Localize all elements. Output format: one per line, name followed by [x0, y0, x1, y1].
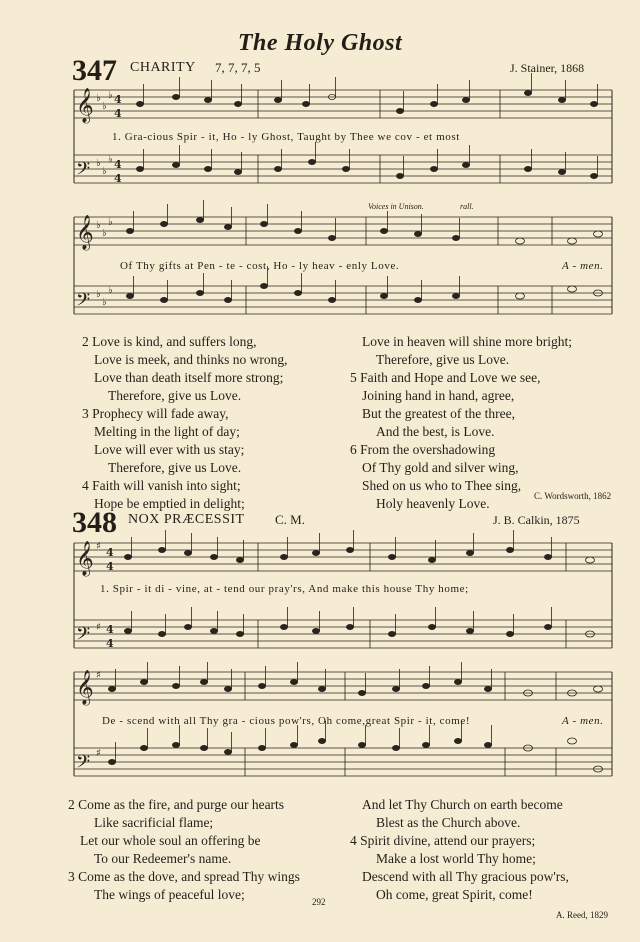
stanza-line: 4 Spirit divine, attend our prayers; — [350, 833, 536, 848]
svg-text:4: 4 — [106, 637, 114, 650]
stanza-line: Love in heaven will shine more bright; — [362, 334, 572, 349]
svg-text:𝄢: 𝄢 — [76, 290, 91, 315]
svg-text:𝄞: 𝄞 — [76, 215, 94, 250]
stanzas-left — [68, 796, 300, 904]
stanzas-right — [350, 333, 572, 513]
stanzas-left — [82, 333, 287, 513]
stanza-line: Therefore, give us Love. — [108, 388, 242, 403]
svg-text:𝄢: 𝄢 — [76, 624, 91, 649]
stanza-line: 6 From the overshadowing — [350, 442, 496, 457]
lyric-line: 1. Gra-cious Spir - it, Ho - ly Ghost, Taught by Thee we cov - et most — [112, 131, 460, 143]
svg-text:𝄞: 𝄞 — [76, 541, 94, 576]
stanza-line: To our Redeemer's name. — [94, 851, 232, 866]
stanza-line: Oh come, great Spirit, come! — [376, 887, 533, 902]
svg-text:𝄢: 𝄢 — [76, 752, 91, 777]
svg-text:♯: ♯ — [96, 622, 101, 633]
staff-348-1a — [74, 543, 612, 571]
svg-text:4: 4 — [114, 172, 122, 185]
stanza-line: Love than death itself more strong; — [94, 370, 284, 385]
hymn-number: 347 — [72, 54, 117, 87]
staff-348-2a — [74, 672, 612, 700]
svg-text:♭: ♭ — [96, 289, 101, 300]
amen: A - men. — [562, 715, 604, 727]
svg-text:4: 4 — [114, 158, 122, 171]
stanza-line: Make a lost world Thy home; — [376, 851, 536, 866]
stanza-line: Descend with all Thy gracious pow'rs, — [362, 869, 569, 884]
performance-note: Voices in Unison. — [368, 202, 424, 211]
composer: J. B. Calkin, 1875 — [493, 513, 580, 527]
stanza-line: And let Thy Church on earth become — [362, 797, 563, 812]
page-number: 292 — [312, 897, 326, 907]
lyric-line: 1. Spir - it di - vine, at - tend our pray'rs, And make this house Thy home; — [100, 583, 469, 595]
stanza-line: And the best, is Love. — [376, 424, 495, 439]
svg-text:4: 4 — [114, 93, 122, 106]
stanza-line: Love is meek, and thinks no wrong, — [94, 352, 288, 367]
meter: 7, 7, 7, 5 — [215, 60, 261, 75]
svg-text:♭: ♭ — [102, 101, 107, 112]
svg-text:♭: ♭ — [102, 228, 107, 239]
stanza-line: 3 Come as the dove, and spread Thy wings — [68, 869, 300, 884]
stanza-line: 3 Prophecy will fade away, — [82, 406, 229, 421]
stanza-line: Let our whole soul an offering be — [80, 833, 261, 848]
svg-text:♭: ♭ — [108, 90, 113, 101]
svg-text:♯: ♯ — [96, 748, 101, 759]
svg-text:♭: ♭ — [108, 285, 113, 296]
stanza-line: 2 Love is kind, and suffers long, — [82, 334, 257, 349]
svg-text:♭: ♭ — [96, 93, 101, 104]
tune-name: NOX PRÆCESSIT — [128, 512, 245, 527]
stanza-line: But the greatest of the three, — [362, 406, 515, 421]
hymn-number: 348 — [72, 506, 117, 539]
bass-clef-icon: 𝄢 — [76, 159, 91, 184]
author-credit: C. Wordsworth, 1862 — [534, 491, 612, 501]
stanzas-right — [350, 796, 569, 904]
stanza-line: 5 Faith and Hope and Love we see, — [350, 370, 541, 385]
svg-text:♭: ♭ — [96, 220, 101, 231]
svg-text:4: 4 — [106, 546, 114, 559]
stanza-line: Blest as the Church above. — [376, 815, 521, 830]
treble-clef-icon: 𝄞 — [76, 88, 94, 123]
stanza-line: Of Thy gold and silver wing, — [362, 460, 519, 475]
composer: J. Stainer, 1868 — [510, 61, 585, 75]
svg-text:4: 4 — [106, 560, 114, 573]
tempo-note: rall. — [460, 202, 474, 211]
svg-text:♭: ♭ — [102, 166, 107, 177]
stanza-line: 2 Come as the fire, and purge our hearts — [68, 797, 285, 812]
stanza-line: Joining hand in hand, agree, — [362, 388, 515, 403]
stanza-line: Melting in the light of day; — [94, 424, 240, 439]
svg-text:♭: ♭ — [102, 297, 107, 308]
svg-text:♯: ♯ — [96, 541, 101, 552]
stanza-line: 4 Faith will vanish into sight; — [82, 478, 241, 493]
meter: C. M. — [275, 512, 305, 527]
stanza-line: Shed on us who to Thee sing, — [362, 478, 522, 493]
lyric-line: De - scend with all Thy gra - cious pow'rs, Oh come,great Spir - it, come! — [102, 715, 471, 727]
amen: A - men. — [562, 260, 604, 272]
author-credit: A. Reed, 1829 — [556, 910, 608, 920]
svg-text:♯: ♯ — [96, 670, 101, 681]
stanza-line: Hope be emptied in delight; — [94, 496, 245, 511]
svg-text:♭: ♭ — [108, 217, 113, 228]
tune-name: CHARITY — [130, 60, 196, 75]
stanza-line: Like sacrificial flame; — [94, 815, 214, 830]
stanza-line: Love will ever with us stay; — [94, 442, 245, 457]
svg-text:♭: ♭ — [96, 158, 101, 169]
svg-text:♭: ♭ — [108, 154, 113, 165]
lyric-line: Of Thy gifts at Pen - te - cost, Ho - ly heav - enly Love. — [120, 260, 400, 272]
stanza-line: Therefore, give us Love. — [108, 460, 242, 475]
svg-text:4: 4 — [114, 107, 122, 120]
stanza-line: Holy heavenly Love. — [376, 496, 490, 511]
stanza-line: The wings of peaceful love; — [94, 887, 245, 902]
staff-347-2a — [74, 217, 612, 245]
svg-text:4: 4 — [106, 623, 114, 636]
svg-text:𝄞: 𝄞 — [76, 670, 94, 705]
staff-347-2b — [74, 286, 612, 314]
staff-348-1b — [74, 620, 612, 648]
page-title: The Holy Ghost — [237, 30, 403, 56]
stanza-line: Therefore, give us Love. — [376, 352, 510, 367]
staff-348-2b — [74, 748, 612, 776]
